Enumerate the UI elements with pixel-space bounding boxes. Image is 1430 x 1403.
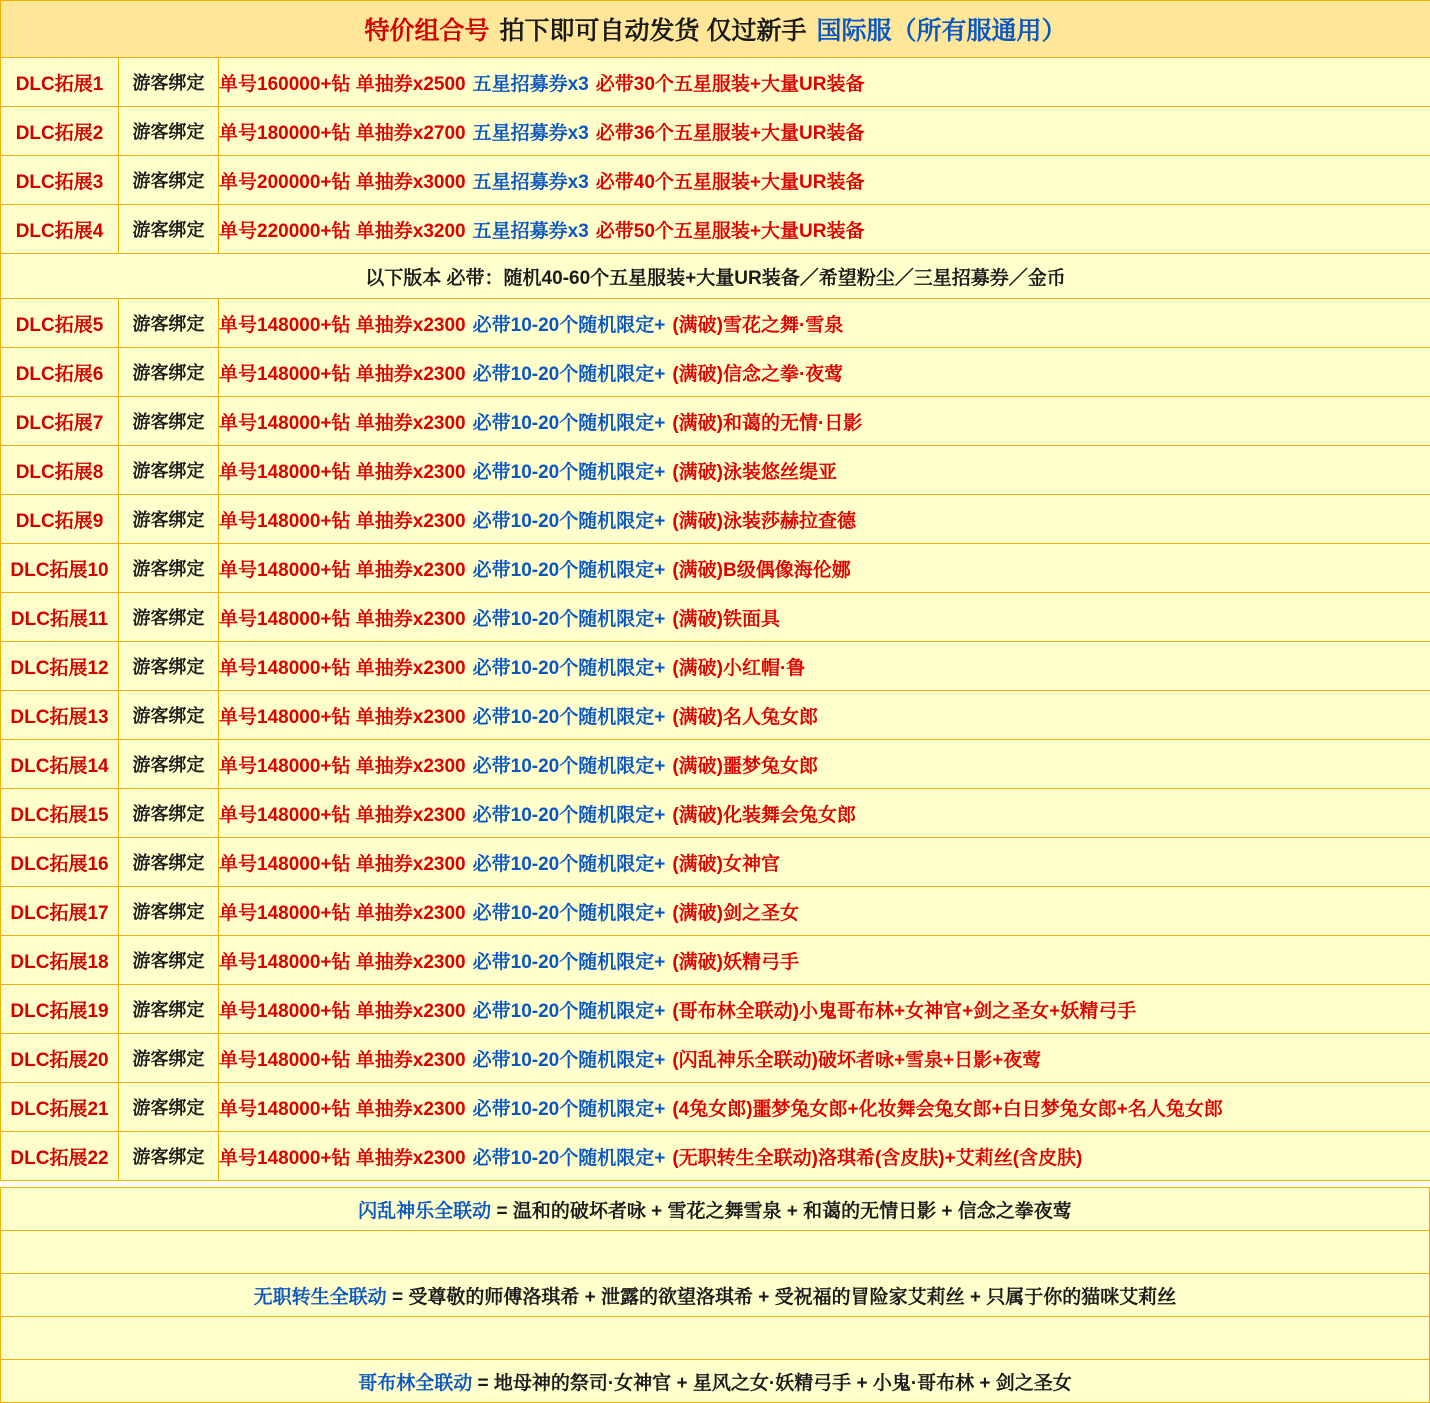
footnote-row <box>1 1188 1430 1231</box>
row-code: DLC拓展17 <box>1 887 119 936</box>
row-bind: 游客绑定 <box>119 205 219 254</box>
table-row <box>1 740 1430 789</box>
desc-seg-red: 单号148000+钻 单抽券x2300 <box>219 364 466 385</box>
footnote-row <box>1 1274 1430 1317</box>
desc-seg-red2: (满破)小红帽·鲁 <box>672 658 805 679</box>
desc-seg-red: 单号148000+钻 单抽券x2300 <box>219 1099 466 1120</box>
row-bind: 游客绑定 <box>119 642 219 691</box>
desc-seg-red2: (满破)泳装悠丝缇亚 <box>672 462 837 483</box>
desc-seg-red: 单号148000+钻 单抽券x2300 <box>219 1148 466 1169</box>
desc-seg-red2: (满破)剑之圣女 <box>672 903 799 924</box>
row-code: DLC拓展22 <box>1 1132 119 1181</box>
desc-seg-blue: 必带10-20个随机限定+ <box>473 1050 666 1071</box>
desc-seg-blue: 必带10-20个随机限定+ <box>473 511 666 532</box>
desc-seg-red: 单号220000+钻 单抽券x3200 <box>219 221 466 242</box>
desc-seg-blue: 必带10-20个随机限定+ <box>473 1099 666 1120</box>
row-desc <box>219 642 1430 691</box>
desc-seg-red2: (满破)雪花之舞·雪泉 <box>672 315 843 336</box>
desc-seg-red2: (无职转生全联动)洛琪希(含皮肤)+艾莉丝(含皮肤) <box>672 1148 1082 1169</box>
row-code: DLC拓展1 <box>1 58 119 107</box>
banner-title-highlight: 特价组合号 <box>365 11 490 47</box>
desc-seg-red: 单号148000+钻 单抽券x2300 <box>219 707 466 728</box>
row-desc <box>219 789 1430 838</box>
desc-seg-blue: 必带10-20个随机限定+ <box>473 560 666 581</box>
desc-seg-red: 单号148000+钻 单抽券x2300 <box>219 511 466 532</box>
note-row <box>1 254 1430 299</box>
desc-seg-blue: 必带10-20个随机限定+ <box>473 854 666 875</box>
table-row <box>1 1083 1430 1132</box>
row-bind: 游客绑定 <box>119 1083 219 1132</box>
desc-seg-red: 单号148000+钻 单抽券x2300 <box>219 1001 466 1022</box>
desc-seg-red2: 必带30个五星服装+大量UR装备 <box>596 74 865 95</box>
footnote-value: = 地母神的祭司·女神官 + 星风之女·妖精弓手 + 小鬼·哥布林 + 剑之圣女 <box>472 1373 1072 1394</box>
table-row <box>1 156 1430 205</box>
desc-seg-red: 单号148000+钻 单抽券x2300 <box>219 609 466 630</box>
footnotes-section <box>0 1187 1430 1403</box>
desc-seg-blue: 必带10-20个随机限定+ <box>473 805 666 826</box>
desc-seg-red: 单号180000+钻 单抽券x2700 <box>219 123 466 144</box>
row-code: DLC拓展10 <box>1 544 119 593</box>
desc-seg-blue: 必带10-20个随机限定+ <box>473 364 666 385</box>
footnote-spacer <box>1 1231 1430 1274</box>
row-desc <box>219 299 1430 348</box>
desc-seg-blue: 五星招募券x3 <box>473 221 589 242</box>
table-row <box>1 691 1430 740</box>
banner-title-main: 拍下即可自动发货 仅过新手 <box>500 11 807 47</box>
row-code: DLC拓展9 <box>1 495 119 544</box>
table-row <box>1 1132 1430 1181</box>
row-code: DLC拓展19 <box>1 985 119 1034</box>
row-code: DLC拓展7 <box>1 397 119 446</box>
desc-seg-red: 单号148000+钻 单抽券x2300 <box>219 658 466 679</box>
row-bind: 游客绑定 <box>119 740 219 789</box>
desc-seg-blue: 必带10-20个随机限定+ <box>473 462 666 483</box>
row-code: DLC拓展8 <box>1 446 119 495</box>
row-bind: 游客绑定 <box>119 446 219 495</box>
footnote-value: = 受尊敬的师傅洛琪希 + 泄露的欲望洛琪希 + 受祝福的冒险家艾莉丝 + 只属于你的猫咪艾莉丝 <box>387 1287 1177 1308</box>
desc-seg-red: 单号148000+钻 单抽券x2300 <box>219 805 466 826</box>
table-row <box>1 1034 1430 1083</box>
desc-seg-red: 单号148000+钻 单抽券x2300 <box>219 413 466 434</box>
table-row <box>1 544 1430 593</box>
desc-seg-red: 单号148000+钻 单抽券x2300 <box>219 952 466 973</box>
row-bind: 游客绑定 <box>119 397 219 446</box>
row-bind: 游客绑定 <box>119 593 219 642</box>
table-row <box>1 397 1430 446</box>
footnote-label: 哥布林全联动 <box>358 1373 472 1394</box>
banner-cell <box>1 1 1430 58</box>
row-desc <box>219 495 1430 544</box>
row-desc <box>219 740 1430 789</box>
desc-seg-blue: 必带10-20个随机限定+ <box>473 1001 666 1022</box>
desc-seg-red: 单号148000+钻 单抽券x2300 <box>219 560 466 581</box>
row-bind: 游客绑定 <box>119 348 219 397</box>
row-code: DLC拓展3 <box>1 156 119 205</box>
row-desc <box>219 205 1430 254</box>
desc-seg-blue: 必带10-20个随机限定+ <box>473 413 666 434</box>
row-code: DLC拓展11 <box>1 593 119 642</box>
desc-seg-blue: 必带10-20个随机限定+ <box>473 903 666 924</box>
desc-seg-blue: 必带10-20个随机限定+ <box>473 707 666 728</box>
desc-seg-red2: (满破)B级偶像海伦娜 <box>672 560 850 581</box>
footnote-cell <box>1 1188 1430 1231</box>
table-row <box>1 593 1430 642</box>
row-code: DLC拓展6 <box>1 348 119 397</box>
table-row <box>1 838 1430 887</box>
desc-seg-red: 单号148000+钻 单抽券x2300 <box>219 315 466 336</box>
table-row <box>1 107 1430 156</box>
desc-seg-red2: (满破)铁面具 <box>672 609 780 630</box>
row-desc <box>219 1083 1430 1132</box>
desc-seg-red2: (满破)噩梦兔女郎 <box>672 756 818 777</box>
row-code: DLC拓展15 <box>1 789 119 838</box>
row-code: DLC拓展14 <box>1 740 119 789</box>
row-desc <box>219 691 1430 740</box>
desc-seg-blue: 必带10-20个随机限定+ <box>473 609 666 630</box>
row-code: DLC拓展18 <box>1 936 119 985</box>
row-desc <box>219 544 1430 593</box>
desc-seg-red2: 必带40个五星服装+大量UR装备 <box>596 172 865 193</box>
row-code: DLC拓展5 <box>1 299 119 348</box>
table-row <box>1 936 1430 985</box>
desc-seg-red2: 必带50个五星服装+大量UR装备 <box>596 221 865 242</box>
desc-seg-red2: (满破)泳装莎赫拉查德 <box>672 511 856 532</box>
desc-seg-blue: 必带10-20个随机限定+ <box>473 952 666 973</box>
row-desc <box>219 107 1430 156</box>
banner-title-server: 国际服（所有服通用） <box>816 11 1066 47</box>
row-bind: 游客绑定 <box>119 985 219 1034</box>
row-bind: 游客绑定 <box>119 887 219 936</box>
table-row <box>1 789 1430 838</box>
desc-seg-red2: (4兔女郎)噩梦兔女郎+化妆舞会兔女郎+白日梦兔女郎+名人兔女郎 <box>672 1099 1223 1120</box>
row-desc <box>219 446 1430 495</box>
desc-seg-blue: 五星招募券x3 <box>473 123 589 144</box>
footnote-spacer <box>1 1317 1430 1360</box>
row-bind: 游客绑定 <box>119 789 219 838</box>
desc-seg-red2: (满破)女神官 <box>672 854 780 875</box>
row-bind: 游客绑定 <box>119 691 219 740</box>
row-bind: 游客绑定 <box>119 58 219 107</box>
table-row <box>1 299 1430 348</box>
table-row <box>1 887 1430 936</box>
row-desc <box>219 1034 1430 1083</box>
row-bind: 游客绑定 <box>119 838 219 887</box>
desc-seg-red: 单号148000+钻 单抽券x2300 <box>219 1050 466 1071</box>
spacer-cell <box>1 1317 1430 1360</box>
desc-seg-red2: (满破)妖精弓手 <box>672 952 799 973</box>
table-row <box>1 348 1430 397</box>
desc-seg-red2: (哥布林全联动)小鬼哥布林+女神官+剑之圣女+妖精弓手 <box>672 1001 1136 1022</box>
desc-seg-red: 单号148000+钻 单抽券x2300 <box>219 462 466 483</box>
table-row <box>1 985 1430 1034</box>
row-desc <box>219 1132 1430 1181</box>
row-desc <box>219 593 1430 642</box>
row-desc <box>219 58 1430 107</box>
desc-seg-red2: 必带36个五星服装+大量UR装备 <box>596 123 865 144</box>
row-desc <box>219 156 1430 205</box>
row-code: DLC拓展20 <box>1 1034 119 1083</box>
desc-seg-blue: 五星招募券x3 <box>473 74 589 95</box>
row-code: DLC拓展16 <box>1 838 119 887</box>
table-row <box>1 495 1430 544</box>
desc-seg-red2: (满破)和蔼的无情·日影 <box>672 413 862 434</box>
row-code: DLC拓展21 <box>1 1083 119 1132</box>
desc-seg-red: 单号148000+钻 单抽券x2300 <box>219 756 466 777</box>
desc-seg-blue: 必带10-20个随机限定+ <box>473 756 666 777</box>
banner-row <box>1 1 1430 58</box>
footnote-row <box>1 1360 1430 1403</box>
row-bind: 游客绑定 <box>119 107 219 156</box>
row-desc <box>219 936 1430 985</box>
table-row <box>1 58 1430 107</box>
row-bind: 游客绑定 <box>119 1132 219 1181</box>
footnote-cell <box>1 1274 1430 1317</box>
desc-seg-red2: (满破)信念之拳·夜莺 <box>672 364 843 385</box>
desc-seg-red2: (满破)化装舞会兔女郎 <box>672 805 856 826</box>
footnote-value: = 温和的破坏者咏 + 雪花之舞雪泉 + 和蔼的无情日影 + 信念之拳夜莺 <box>491 1201 1072 1222</box>
desc-seg-red: 单号148000+钻 单抽券x2300 <box>219 903 466 924</box>
desc-seg-red2: (满破)名人兔女郎 <box>672 707 818 728</box>
table-row <box>1 446 1430 495</box>
table-row <box>1 205 1430 254</box>
desc-seg-blue: 必带10-20个随机限定+ <box>473 315 666 336</box>
desc-seg-blue: 必带10-20个随机限定+ <box>473 1148 666 1169</box>
row-bind: 游客绑定 <box>119 936 219 985</box>
spacer-cell <box>1 1231 1430 1274</box>
row-desc <box>219 348 1430 397</box>
row-code: DLC拓展2 <box>1 107 119 156</box>
desc-seg-blue: 五星招募券x3 <box>473 172 589 193</box>
row-bind: 游客绑定 <box>119 299 219 348</box>
row-bind: 游客绑定 <box>119 544 219 593</box>
desc-seg-red: 单号160000+钻 单抽券x2500 <box>219 74 466 95</box>
footnotes-table <box>0 1187 1430 1403</box>
footnote-cell <box>1 1360 1430 1403</box>
desc-seg-red: 单号200000+钻 单抽券x3000 <box>219 172 466 193</box>
note-text: 以下版本 必带：随机40-60个五星服装+大量UR装备／希望粉尘／三星招募券／金币 <box>1 254 1430 299</box>
table-row <box>1 642 1430 691</box>
row-bind: 游客绑定 <box>119 156 219 205</box>
row-bind: 游客绑定 <box>119 1034 219 1083</box>
footnote-label: 无职转生全联动 <box>254 1287 387 1308</box>
row-desc <box>219 397 1430 446</box>
row-desc <box>219 985 1430 1034</box>
desc-seg-red: 单号148000+钻 单抽券x2300 <box>219 854 466 875</box>
row-desc <box>219 887 1430 936</box>
row-code: DLC拓展4 <box>1 205 119 254</box>
row-desc <box>219 838 1430 887</box>
row-code: DLC拓展13 <box>1 691 119 740</box>
row-code: DLC拓展12 <box>1 642 119 691</box>
desc-seg-red2: (闪乱神乐全联动)破坏者咏+雪泉+日影+夜莺 <box>672 1050 1041 1071</box>
row-bind: 游客绑定 <box>119 495 219 544</box>
desc-seg-blue: 必带10-20个随机限定+ <box>473 658 666 679</box>
footnote-label: 闪乱神乐全联动 <box>358 1201 491 1222</box>
